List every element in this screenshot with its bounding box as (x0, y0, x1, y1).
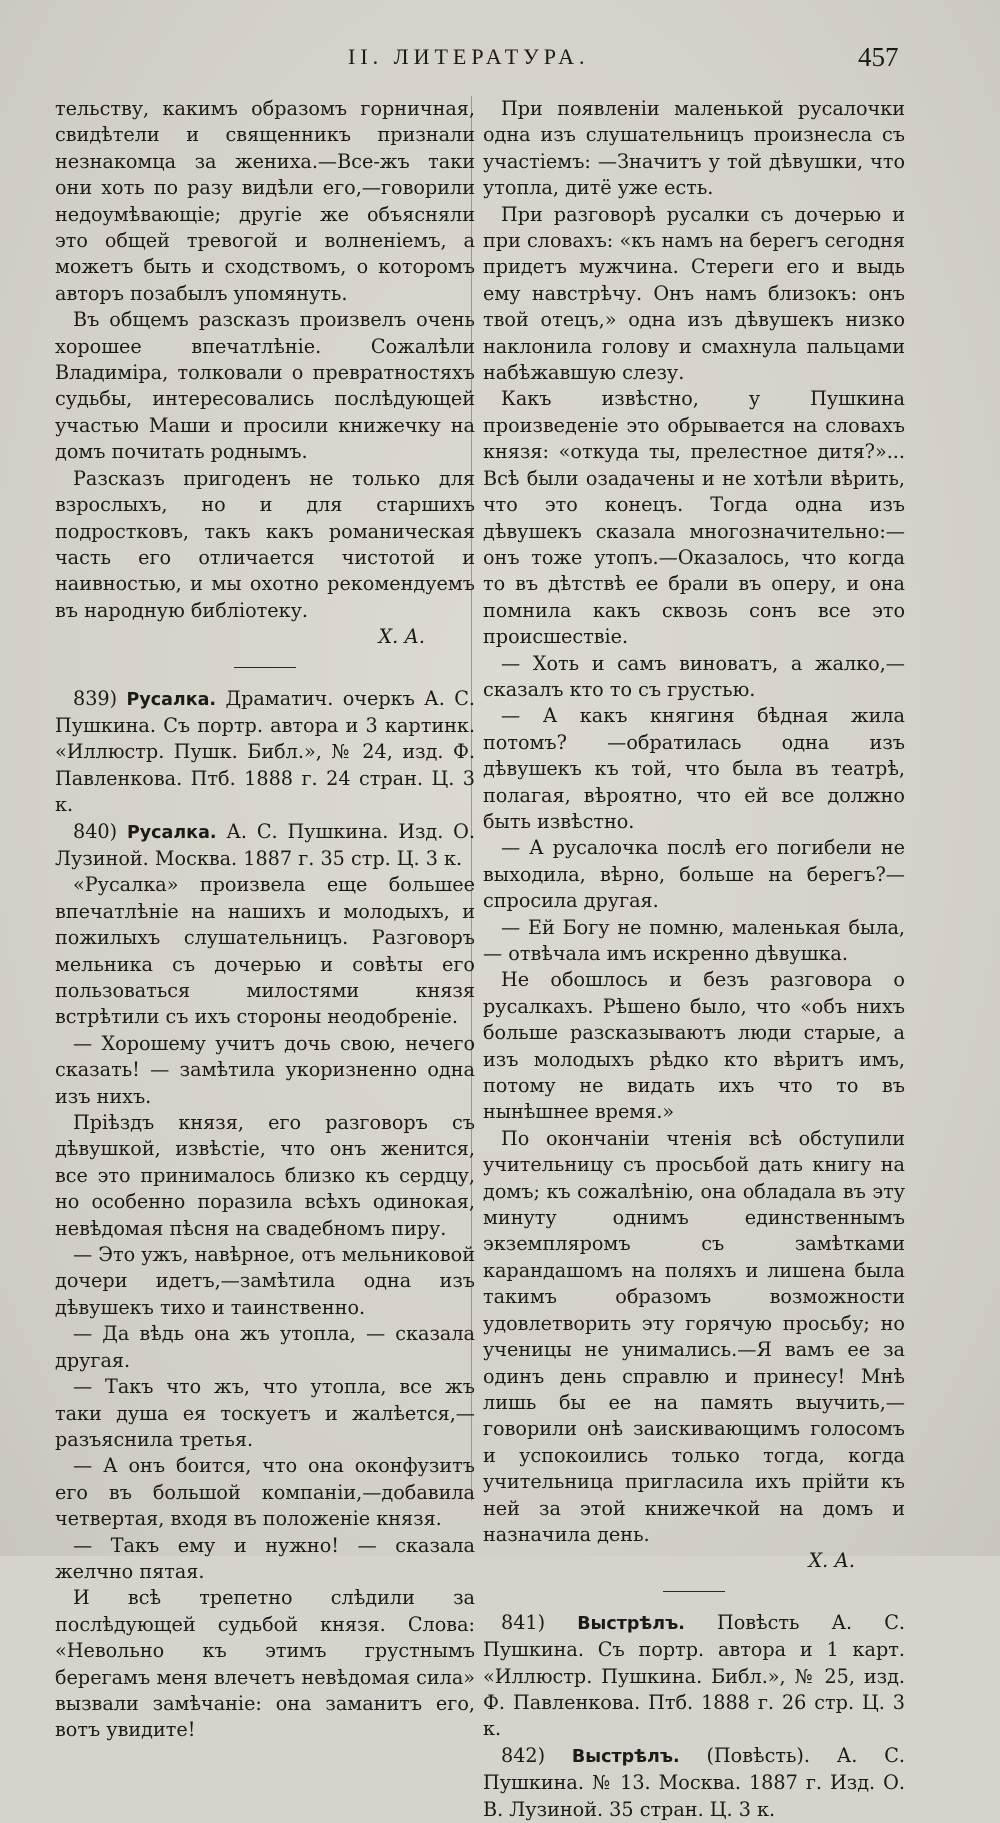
bibliography-entry-842 (483, 1743, 905, 1823)
bibliography-entry-840 (55, 819, 475, 873)
paragraph: При разговорѣ русалки съ дочерью и при словахъ: «къ намъ на берегъ сегодня придетъ мужчина. Стереги его и выдь ему навстрѣчу. Онъ намъ близокъ: онъ твой отецъ,» одна изъ дѣвушекъ низко наклонила голову и смахнула пальцами набѣжавшую слезу. (483, 202, 905, 385)
paragraph: И всѣ трепетно слѣдили за послѣдующей судьбой князя. Слова: «Невольно къ этимъ грустнымъ берегамъ меня влечетъ невѣдомая сила» вызвали замѣчаніе: она заманитъ его, вотъ увидите! (55, 1586, 475, 1742)
right-column (483, 96, 905, 1823)
paragraph: «Русалка» произвела еще большее впечатлѣніе на нашихъ и молодыхъ, и пожилыхъ слушательницъ. Разговоръ мельника съ дочерью и совѣты его пользоваться милостями князя встрѣтили съ ихъ стороны неодобреніе. (55, 873, 475, 1029)
paragraph: Разсказъ пригоденъ не только для взрослыхъ, но и для старшихъ подростковъ, такъ какъ романическая часть его отличается чистотой и наивностью, и мы охотно рекомендуемъ въ народную библіотеку. (55, 466, 475, 622)
entry-title: Русалка. (126, 689, 217, 710)
bibliography-entry-839 (55, 686, 475, 819)
entry-number: 840) (73, 819, 118, 843)
entry-number: 842) (501, 1743, 546, 1767)
paragraph: По окончаніи чтенія всѣ обступили учительницу съ просьбой дать книгу на домъ; къ сожалѣнію, она обладала въ эту минуту однимъ единственнымъ экземпляромъ съ замѣтками карандашомъ на поляхъ и лишена была такимъ образомъ возможности удовлетворить эту горячую просьбу; но ученицы не унимались.—Я вамъ ее за одинъ день справлю и принесу! Мнѣ лишь бы ее на память выучить,—говорили онѣ заискивающимъ голосомъ и успокоились только тогда, когда учительница пригласила ихъ прійти къ ней за этой книжечкой на домъ и назначила день. (483, 1126, 905, 1546)
page-number: 457 (858, 42, 899, 72)
entry-number: 839) (73, 686, 118, 710)
paragraph: тельству, какимъ образомъ горничная, свидѣтели и священникъ признали незнакомца за жениха.—Все-жъ таки они хоть по разу видѣли его,—говорили недоумѣвающіе; другіе же объясняли это общей тревогой и волненіемъ, а можетъ быть и сходствомъ, о которомъ авторъ позабылъ упомянуть. (55, 97, 475, 305)
entry-title: Выстрѣлъ. (571, 1746, 680, 1767)
entry-details: А. С. Пушкина. Изд. О. Лузиной. Москва. 1887 г. 35 стр. Ц. 3 к. (55, 819, 476, 870)
paragraph: Какъ извѣстно, у Пушкина произведеніе это обрывается на словахъ князя: «откуда ты, прелестное дитя?»... Всѣ были озадачены и не хотѣли вѣрить, что это конецъ. Тогда одна изъ дѣвушекъ сказала многозначительно:—онъ тоже утопъ.—Оказалось, что когда то въ дѣтствѣ ее брали въ оперу, и она помнила какъ сквозь сонъ все это происшествіе. (483, 387, 905, 649)
paragraph: — Это ужъ, навѣрное, отъ мельниковой дочери идетъ,—замѣтила одна изъ дѣвушекъ тихо и таинственно. (55, 1243, 476, 1319)
left-column (55, 96, 475, 1744)
entry-details: Драматич. очеркъ А. С. Пушкина. Съ портр. автора и 3 картинк. «Иллюстр. Пушк. Библ.», № 24, изд. Ф. Павленкова. Птб. 1888 г. 24 стран. Ц. 3 к. (55, 686, 475, 817)
paragraph: — Да вѣдь она жъ утопла, — сказала другая. (55, 1322, 475, 1372)
entry-title: Выстрѣлъ. (577, 1613, 685, 1634)
paragraph: — Хорошему учитъ дочь свою, нечего сказать! — замѣтила укоризненно одна изъ нихъ. (55, 1031, 475, 1108)
section-rule (234, 667, 296, 668)
paragraph: При появленіи маленькой русалочки одна изъ слушательницъ произнесла съ участіемъ: —Значитъ у той дѣвушки, что утопла, дитё уже есть. (483, 97, 905, 200)
signature: Х. А. (378, 625, 425, 649)
entry-number: 841) (501, 1610, 546, 1634)
entry-title: Русалка. (126, 822, 217, 843)
paragraph: Не обошлось и безъ разговора о русалкахъ. Рѣшено было, что «объ нихъ больше разсказываютъ люди старые, а изъ молодыхъ рѣдко кто вѣритъ имъ, потому не видать ихъ что то въ нынѣшнее время.» (483, 968, 905, 1124)
section-rule (663, 1591, 725, 1592)
paragraph: Пріѣздъ князя, его разговоръ съ дѣвушкой, извѣстіе, что онъ женится, все это принималось близко къ сердцу, но особенно поразила всѣхъ одинокая, невѣдомая пѣсня на свадебномъ пиру. (55, 1111, 475, 1240)
paragraph: — А русалочка послѣ его погибели не выходила, вѣрно, больше на берегъ?—спросила другая. (483, 836, 905, 913)
entry-details: Повѣсть А. С. Пушкина. Съ портр. автора и 1 карт. «Иллюстр. Пушкина. Библ.», № 25, изд. Ф. Павленкова. Птб. 1888 г. 26 стр. Ц. 3 к. (483, 1610, 905, 1741)
paragraph: — А какъ княгиня бѣдная жила потомъ? —обратилась одна изъ дѣвушекъ къ той, что была въ театрѣ, полагая, вѣроятно, что ей все должно быть извѣстно. (483, 704, 905, 833)
paragraph: — Ей Богу не помню, маленькая была,— отвѣчала имъ искренно дѣвушка. (483, 915, 905, 965)
paragraph: — Такъ что жъ, что утопла, все жъ таки душа ея тоскуетъ и жалѣется,—разъяснила третья. (55, 1375, 475, 1451)
paragraph: — А онъ боится, что она оконфузитъ его въ большой компаніи,—добавила четвертая, входя въ положеніе князя. (55, 1454, 475, 1531)
signature: Х. А. (808, 1549, 855, 1573)
paragraph: — Хоть и самъ виноватъ, а жалко,—сказалъ кто то съ грустью. (483, 651, 905, 701)
paragraph: — Такъ ему и нужно! — сказала желчно пятая. (55, 1533, 475, 1583)
running-head: II. ЛИТЕРАТУРА. (348, 44, 590, 69)
paragraph: Въ общемъ разсказъ произвелъ очень хорошее впечатлѣніе. Сожалѣли Владиміра, толковали о превратностяхъ судьбы, интересовались послѣдующей участью Маши и просили книжечку на домъ почитать роднымъ. (55, 308, 475, 464)
entry-details: (Повѣсть). А. С. Пушкина. № 13. Москва. 1887 г. Изд. О. В. Лузиной. 35 стран. Ц. 3 к. (483, 1743, 905, 1821)
bibliography-entry-841 (483, 1610, 905, 1743)
